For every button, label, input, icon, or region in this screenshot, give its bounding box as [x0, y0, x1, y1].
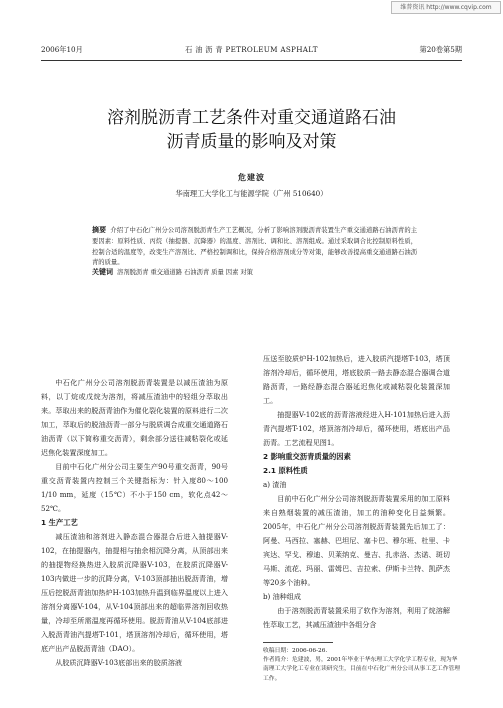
paragraph: 从胶质沉降器V-103底部出来的胶质溶液 — [55, 658, 183, 667]
keywords-text: 溶剂脱沥青 重交通道路 石油沥青 质量 因素 对策 — [117, 269, 253, 276]
footnote-rule — [263, 642, 333, 643]
paragraph: 中石化广州分公司溶剂脱沥青装置是以减压渣油为原料，以丁烷或戊烷为溶剂，将减压渣油中的轻组分萃取出来。萃取出来的脱沥青油作为催化裂化装置的原料进行二次加工，萃取后的脱油沥青一部分与脱质调合成重交通道路石油沥青（以下简称重交沥青），剩余部分送往减粘裂化或延迟焦化装置深度加工。 — [41, 378, 228, 457]
section-heading: 2.1 原料性质 — [263, 466, 308, 475]
section-heading: 2 影响重交沥青质量的因素 — [263, 452, 351, 461]
left-column — [41, 376, 228, 670]
section-heading: 1 生产工艺 — [41, 518, 78, 527]
right-column — [263, 352, 450, 632]
paragraph: 压送至胶质炉H-102加热后，进入胶质汽提塔T-103，塔顶溶剂冷却后，循环使用，塔底胶质一路去静态混合器调合道路沥青，一路经静态混合器延迟焦化或减粘裂化装置深加工。 — [263, 354, 450, 405]
title-line-2: 沥青质量的影响及对策 — [166, 132, 337, 152]
paragraph: 目前中石化广州分公司溶剂脱沥青装置采用的加工原料来自熟烟装置的减压渣油，加工的油种变化日益频繁。2005年，中石化广州分公司溶剂脱沥青装置先后加工了：阿曼、马西拉、塞赫、巴坦尼、塞卡巴、穆尔班、杜里、卡宾达、罕戈、穆迪、贝莱纳克、曼吉、扎赤洛、杰诺、斑切马斯、流花、玛丽、雷姆巴、吉拉索、伊斯卡兰特、凯萨杰等20多个油种。 — [263, 494, 450, 587]
keywords — [92, 267, 417, 279]
running-header — [41, 44, 462, 56]
header-date: 2006年10月 — [41, 45, 83, 54]
author-affiliation: 华南理工大学化工与能源学院（广州 510640） — [175, 189, 328, 198]
paragraph: a) 渣油 — [263, 480, 287, 489]
header-rule — [41, 60, 462, 61]
abstract-text: 介绍了中石化广州分公司溶剂脱沥青生产工艺概况，分析了影响溶剂脱沥青装置生产重交通道路石油沥青的主要因素：原料性质、丙烷（抽提器、沉降器）的温度、溶剂比、调和比、溶剂组成。通过采取调合比控制原料性质，控制合适的温度等，改变生产溶剂比、严格控制调和比，保持合格溶剂成分等对策，能够改善提高重交通道路石油沥青的质量。 — [92, 227, 418, 267]
watermark-stamp: 维普资讯 http://www.cqvip.com — [391, 1, 501, 14]
paragraph: 减压渣油和溶剂进入静态混合器混合后进入抽提器V-102，在抽提器内，抽提相与抽余相沉降分离，从顶部出来的抽提物经换热进入胶质沉降器V-103，在胶质沉降器V-103内做进一步的沉降分离，V-103顶部抽出脱沥青油，增压后挖脱沥青油加热炉H-103加热升温到临界温度以上进入溶剂分离器V-104，从V-104顶部出来的超临界溶剂回收热量，冷却至所需温度再循环使用。脱沥青油从V-104底部进入脱沥青油汽提塔T-101，塔顶溶剂冷却后，循环使用，塔底产出产品脱沥青油（DAO）。 — [41, 532, 228, 653]
title-line-1: 溶剂脱沥青工艺条件对重交通道路石油 — [107, 108, 396, 128]
abstract-label: 摘要 — [92, 226, 107, 234]
abstract — [92, 225, 417, 269]
paragraph: 由于溶剂脱沥青装置采用了软作为溶剂，利用了烷溶解性萃取工艺，其减压渣油中各组分含 — [263, 606, 450, 629]
footnote-author-info: 作者简介：危建波，男，2001年毕业于华东理工大学化学工程专业，现为华南理工大学化工专业在读研究生，目前在中石化广州分公司从事工艺工作管理工作。 — [263, 657, 461, 682]
footnote — [263, 647, 463, 684]
paragraph: 抽提器V-102底的沥青溶液经进入H-101加热后进入沥青汽提塔T-102，塔顶溶剂冷却后，循环使用，塔底出产品沥青。工艺流程见图1。 — [263, 410, 450, 447]
header-volume: 第20卷第5期 — [419, 45, 462, 54]
article-title — [41, 106, 462, 154]
footnote-received: 收稿日期：2006-06-26. — [263, 648, 328, 654]
paragraph: b) 油种组成 — [263, 592, 301, 601]
author-name: 危建波 — [238, 172, 265, 182]
header-journal: 石 油 沥 青 PETROLEUM ASPHALT — [185, 45, 318, 54]
paragraph: 目前中石化广州分公司主要生产90号重交沥青，90号重交沥青装置内控制三个关键指标为：针入度80～100 1/10 mm，延度（15℃）不小于150 cm，软化点42～52℃。 — [41, 462, 228, 513]
keywords-label: 关键词 — [92, 268, 113, 276]
